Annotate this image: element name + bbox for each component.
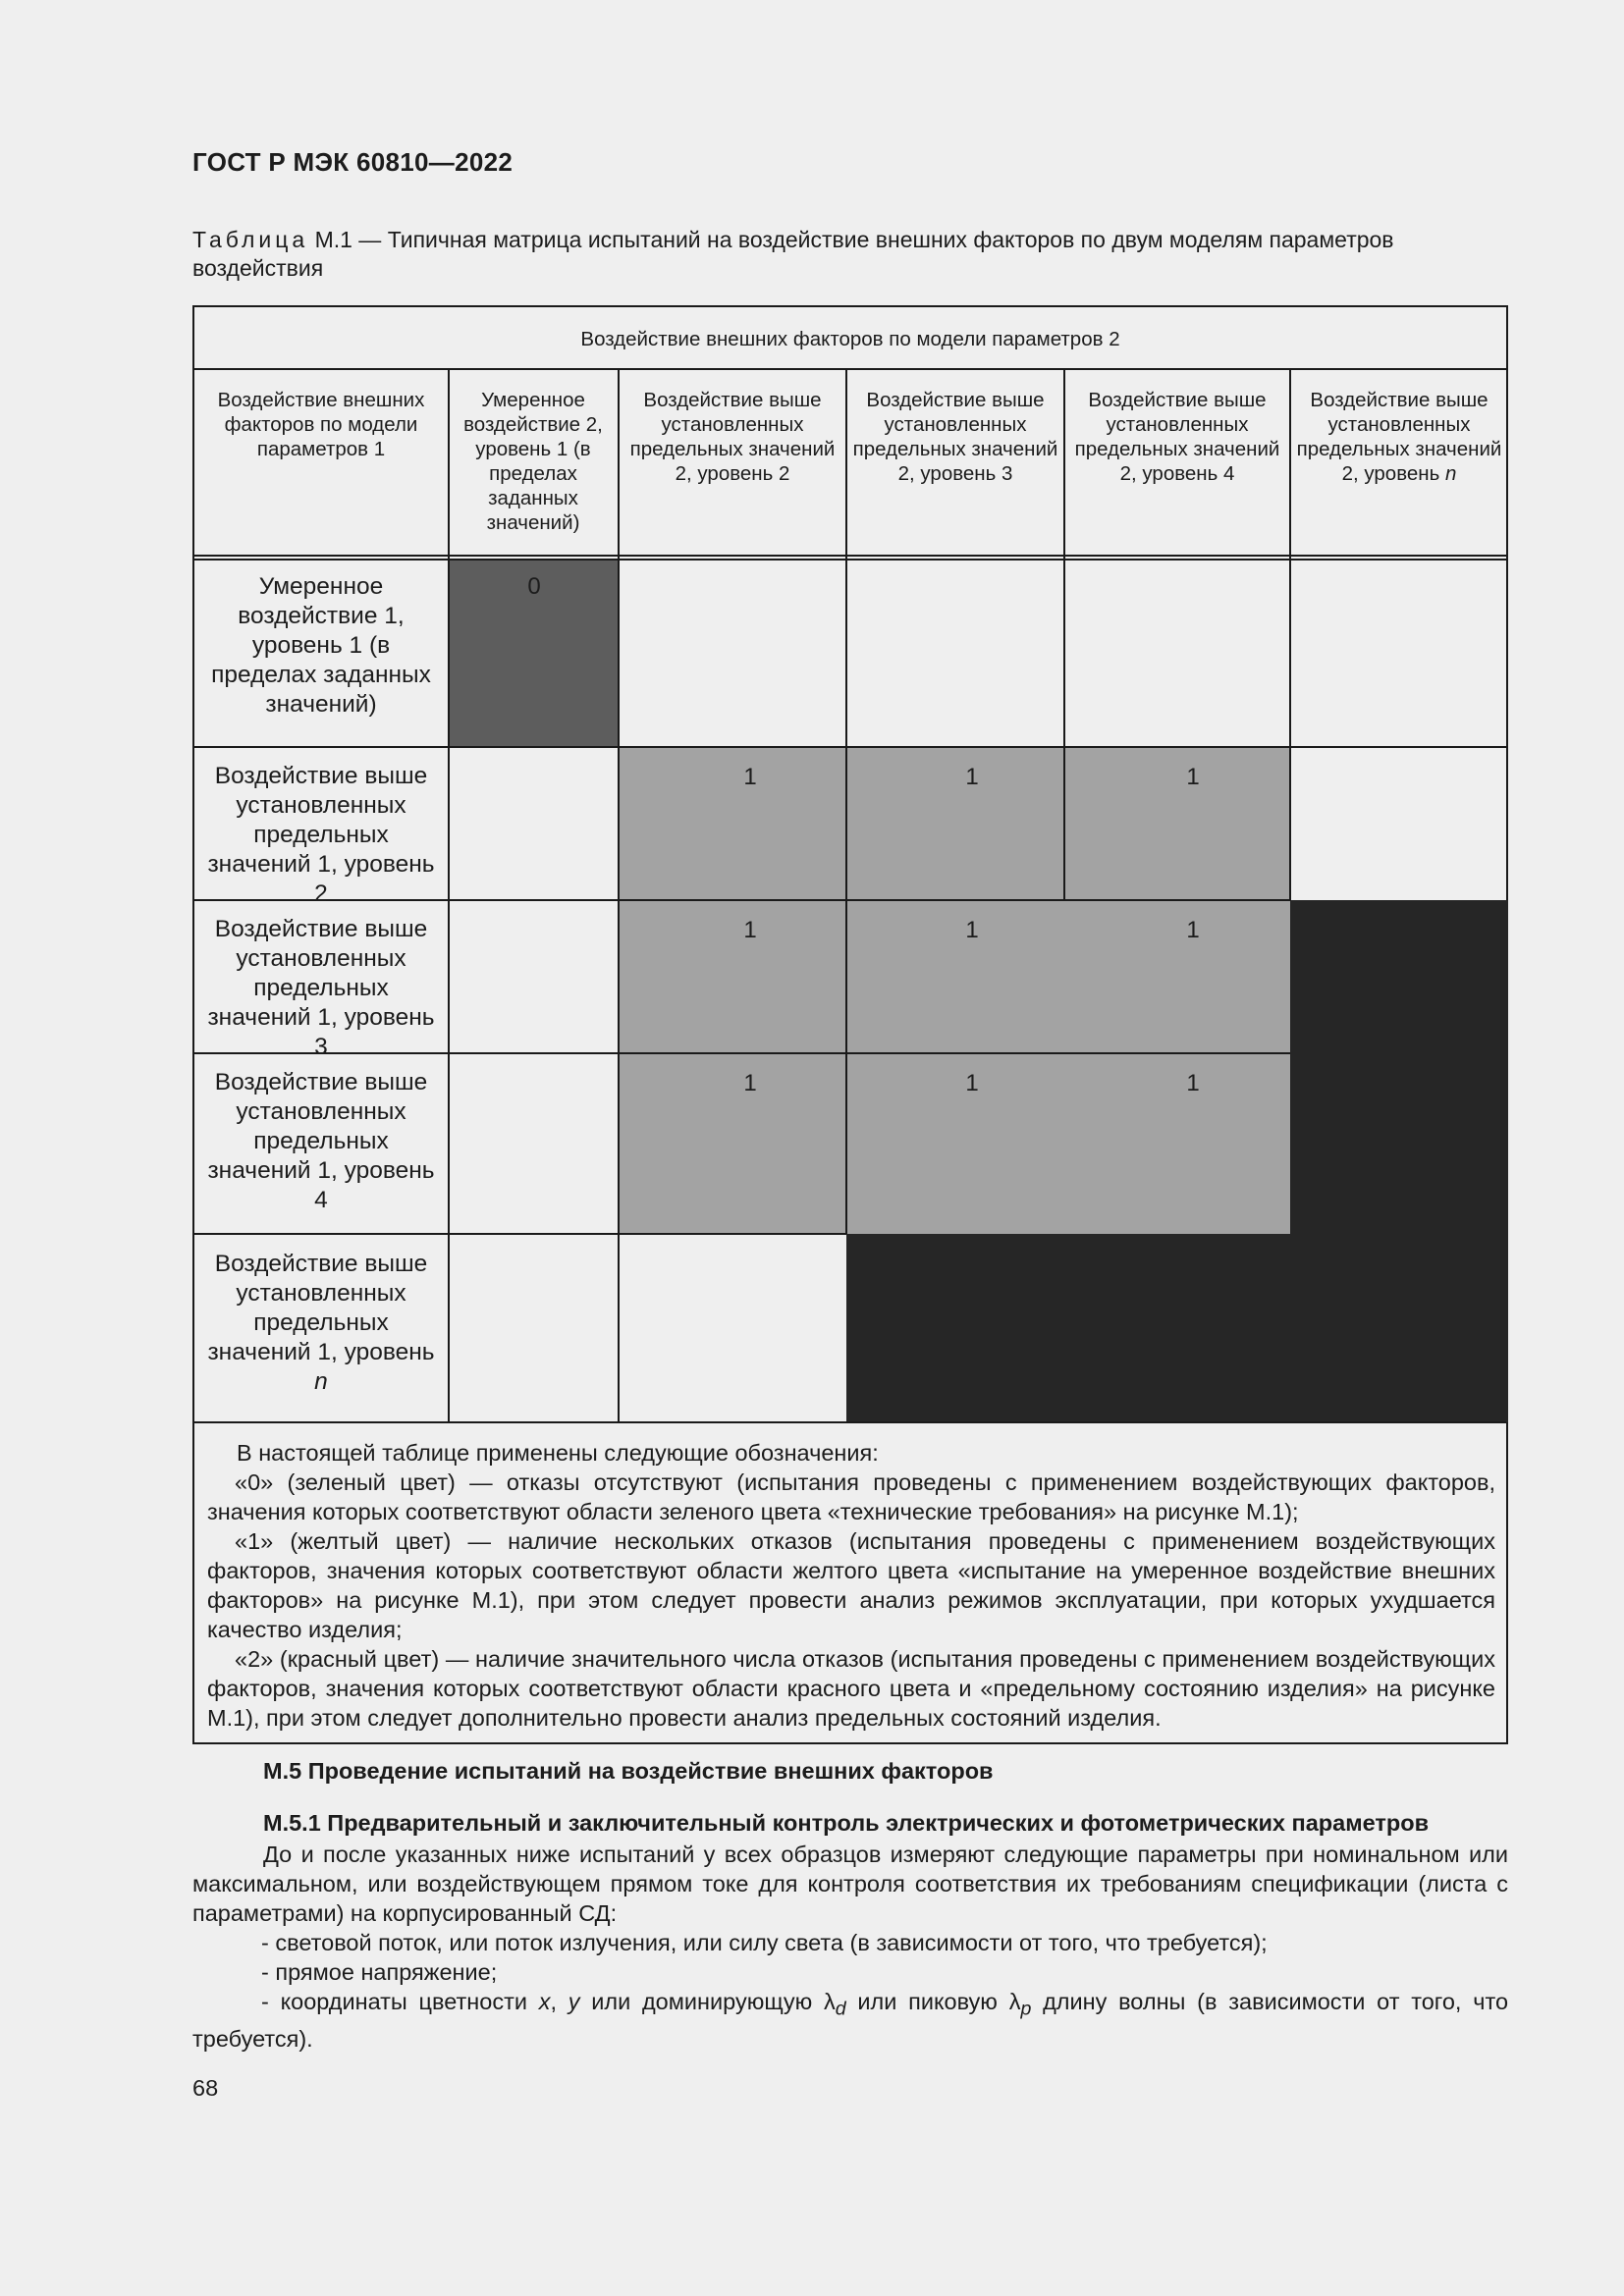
row-header-4: Воздействие выше установленных предельных значений 1, уровень 4	[207, 1069, 435, 1213]
list-item-chromaticity: - координаты цветности x, y или доминирующую $\lambda_d$ или пиковую $\lambda_p$ длину волны (в зависимости от того, что требуется).	[192, 1989, 1509, 2052]
test-matrix-table	[192, 305, 1508, 1744]
value-r4c3: 1	[965, 1070, 979, 1096]
legend-item-0: «0» (зеленый цвет) — отказы отсутствуют (испытания проведены с применением воздействующих факторов, значения которых соответствуют области зеленого цвета «технические требования» на рисунке М.1);	[207, 1469, 1495, 1524]
value-r4c4: 1	[1186, 1070, 1200, 1096]
legend-item-1: «1» (желтый цвет) — наличие нескольких отказов (испытания проведены с применением воздействующих факторов, значения которых соответствуют области желтого цвета «испытание на умеренное воздействие внешних факторов» на рисунке М.1), при этом следует провести анализ режимов эксплуатации, при которых ухудшается качество изделия;	[207, 1528, 1495, 1642]
column-header-2: Воздействие выше установленных предельных значений 2, уровень 2	[629, 389, 836, 485]
legend-intro: В настоящей таблице применены следующие обозначения:	[237, 1440, 879, 1466]
cell-red-row-n	[846, 1234, 1508, 1422]
column-header-4: Воздействие выше установленных предельных значений 2, уровень 4	[1074, 389, 1280, 485]
page-number: 68	[192, 2075, 219, 2101]
table-legend	[207, 1438, 1495, 1733]
row-header-5: Воздействие выше установленных предельных значений 1, уровень n	[207, 1251, 435, 1395]
table-caption	[192, 226, 1508, 283]
legend-item-2: «2» (красный цвет) — наличие значительного числа отказов (испытания проведены с применением воздействующих факторов, значения которых соответствуют области красного цвета и «предельному состоянию изделия» на рисунке М.1), при этом следует дополнительно провести анализ предельных состояний изделия.	[207, 1646, 1495, 1731]
value-r1c1: 0	[527, 573, 541, 600]
caption-text: М.1 — Типичная матрица испытаний на воздействие внешних факторов по двум моделям параметров воздействия	[192, 227, 1394, 281]
caption-prefix: Таблица	[192, 227, 309, 252]
list-item-forward-voltage: - прямое напряжение;	[261, 1959, 498, 1985]
list-item-luminous-flux: - световой поток, или поток излучения, или силу света (в зависимости от того, что требуется);	[261, 1930, 1268, 1955]
value-r2c4: 1	[1186, 764, 1200, 790]
column-header-5: Воздействие выше установленных предельных значений 2, уровень n	[1296, 389, 1502, 485]
section-m51-text: До и после указанных ниже испытаний у всех образцов измеряют следующие параметры при номинальном или максимальном, или воздействующем прямом токе для контроля соответствия их требованиям спецификации (листа с параметрами) на корпусированный СД:	[192, 1842, 1508, 1926]
top-header: Воздействие внешних факторов по модели параметров 2	[580, 328, 1120, 350]
value-r3c2: 1	[743, 917, 757, 943]
value-r2c3: 1	[965, 764, 979, 790]
row-header-1: Умеренное воздействие 1, уровень 1 (в пределах заданных значений)	[211, 573, 431, 718]
section-m5-title: М.5 Проведение испытаний на воздействие внешних факторов	[263, 1758, 994, 1784]
value-r3c4: 1	[1186, 917, 1200, 943]
measured-parameters-list	[192, 1928, 1508, 2054]
column-header-1: Умеренное воздействие 2, уровень 1 (в пределах заданных значений)	[463, 389, 603, 534]
column-header-3: Воздействие выше установленных предельных значений 2, уровень 3	[852, 389, 1058, 485]
corner-header: Воздействие внешних факторов по модели параметров 1	[217, 389, 425, 460]
document-title: ГОСТ Р МЭК 60810—2022	[192, 147, 514, 177]
value-r2c2: 1	[743, 764, 757, 790]
value-r4c2: 1	[743, 1070, 757, 1096]
section-m51-title: М.5.1 Предварительный и заключительный контроль электрических и фотометрических параметров	[263, 1810, 1430, 1836]
row-header-2: Воздействие выше установленных предельных значений 1, уровень 2	[207, 763, 435, 907]
value-r3c3: 1	[965, 917, 979, 943]
row-header-3: Воздействие выше установленных предельных значений 1, уровень 3	[207, 916, 435, 1060]
